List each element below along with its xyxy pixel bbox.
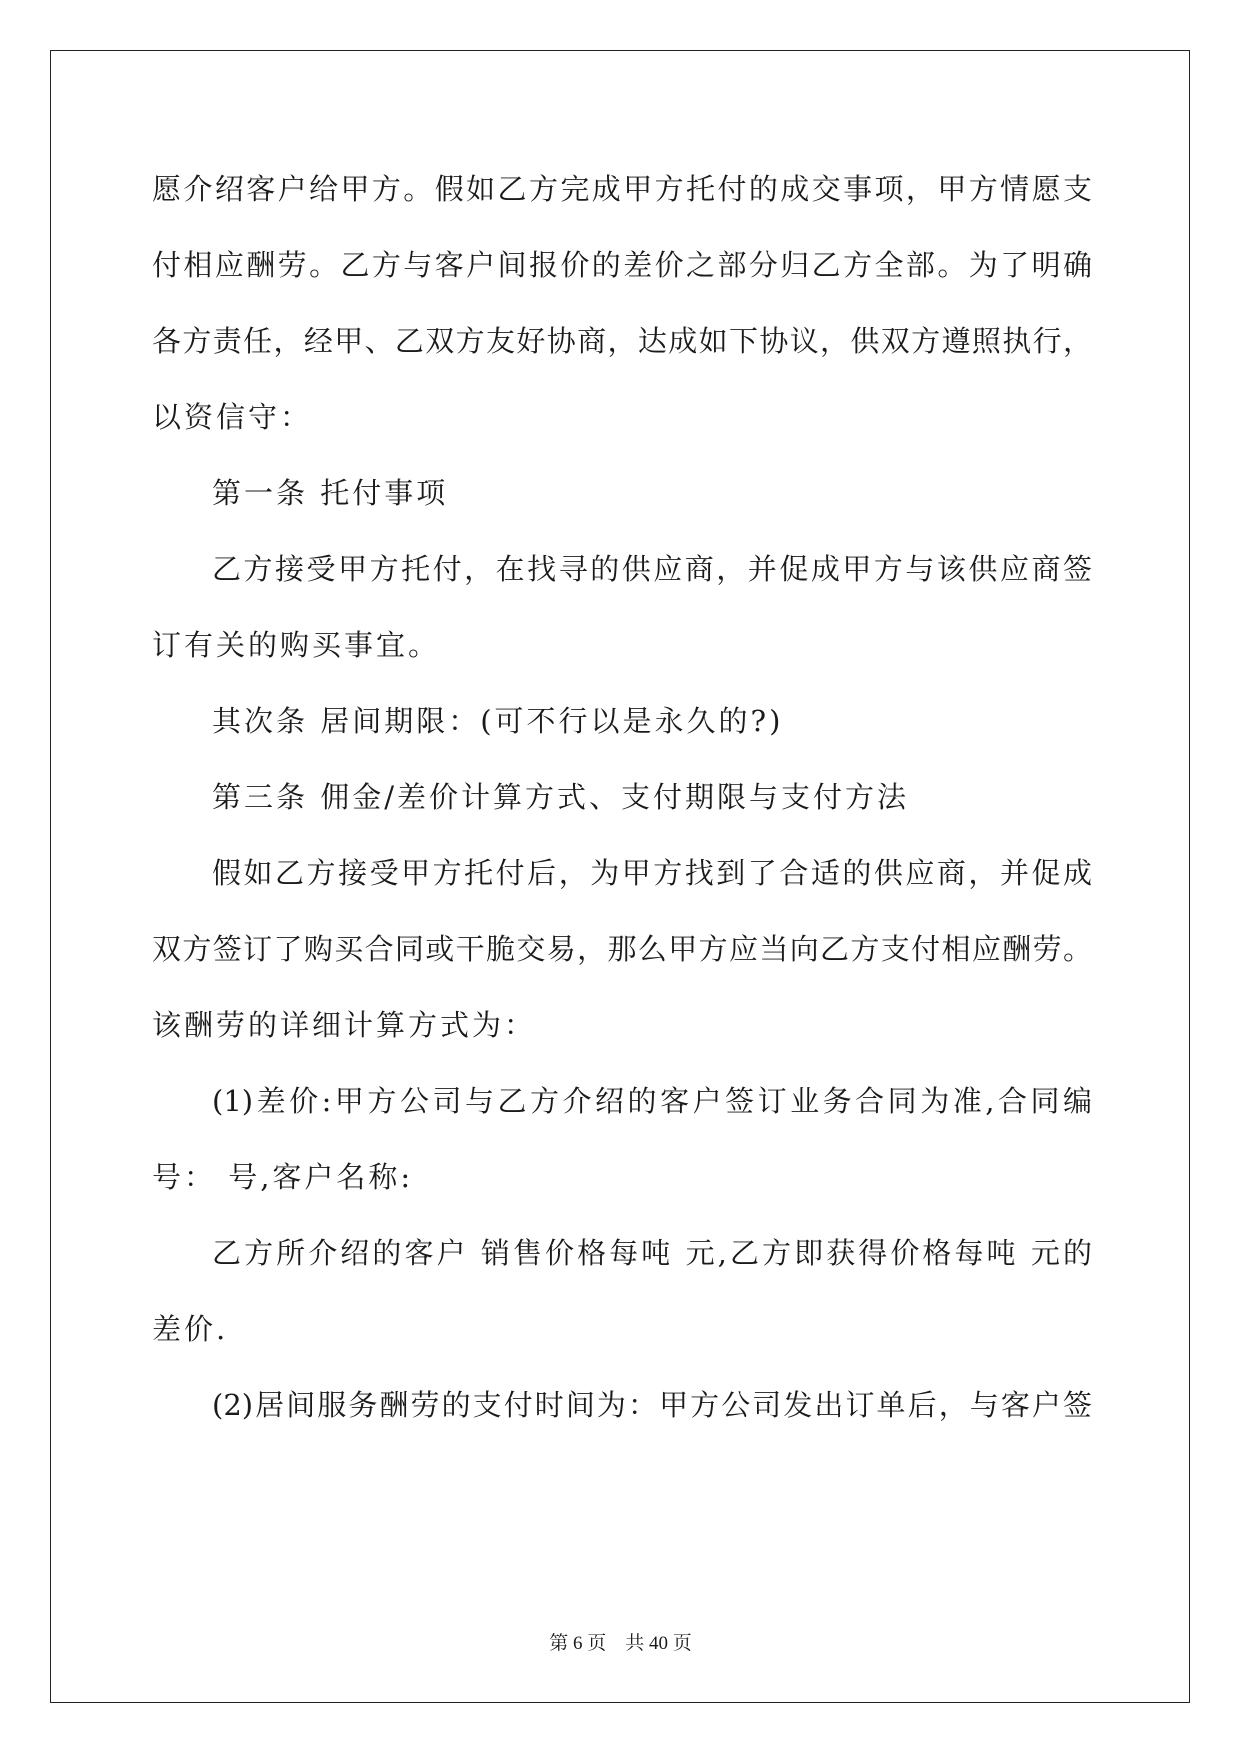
body-line: 以资信守：	[152, 400, 313, 434]
body-line: 双方签订了购买合同或干脆交易，那么甲方应当向乙方支付相应酬劳。	[152, 932, 1092, 966]
body-line: 各方责任，经甲、乙双方友好协商，达成如下协议，供双方遵照执行，	[152, 324, 1092, 358]
body-line: 愿介绍客户给甲方。假如乙方完成甲方托付的成交事项，甲方情愿支	[152, 172, 1092, 206]
page-number-footer	[0, 1628, 1241, 1655]
body-line: (2)居间服务酬劳的支付时间为：甲方公司发出订单后，与客户签	[212, 1388, 1092, 1422]
body-line: 订有关的购买事宜。	[152, 628, 441, 662]
body-line: 付相应酬劳。乙方与客户间报价的差价之部分归乙方全部。为了明确	[152, 248, 1092, 282]
body-line: 该酬劳的详细计算方式为：	[152, 1008, 537, 1042]
body-line: 号： 号,客户名称:	[152, 1160, 414, 1194]
article-heading: 其次条 居间期限：(可不行以是永久的?)	[212, 704, 784, 738]
page-number-label: 第 6 页 共 40 页	[549, 1633, 692, 1654]
article-heading: 第三条 佣金/差价计算方式、支付期限与支付方法	[212, 780, 909, 814]
article-heading: 第一条 托付事项	[212, 476, 449, 510]
body-line: 差价.	[152, 1312, 229, 1346]
body-line: 乙方所介绍的客户 销售价格每吨 元,乙方即获得价格每吨 元的	[212, 1236, 1092, 1270]
body-line: (1)差价:甲方公司与乙方介绍的客户签订业务合同为准,合同编	[212, 1084, 1092, 1118]
body-line: 假如乙方接受甲方托付后，为甲方找到了合适的供应商，并促成	[212, 856, 1092, 890]
body-line: 乙方接受甲方托付，在找寻的供应商，并促成甲方与该供应商签	[212, 552, 1092, 586]
